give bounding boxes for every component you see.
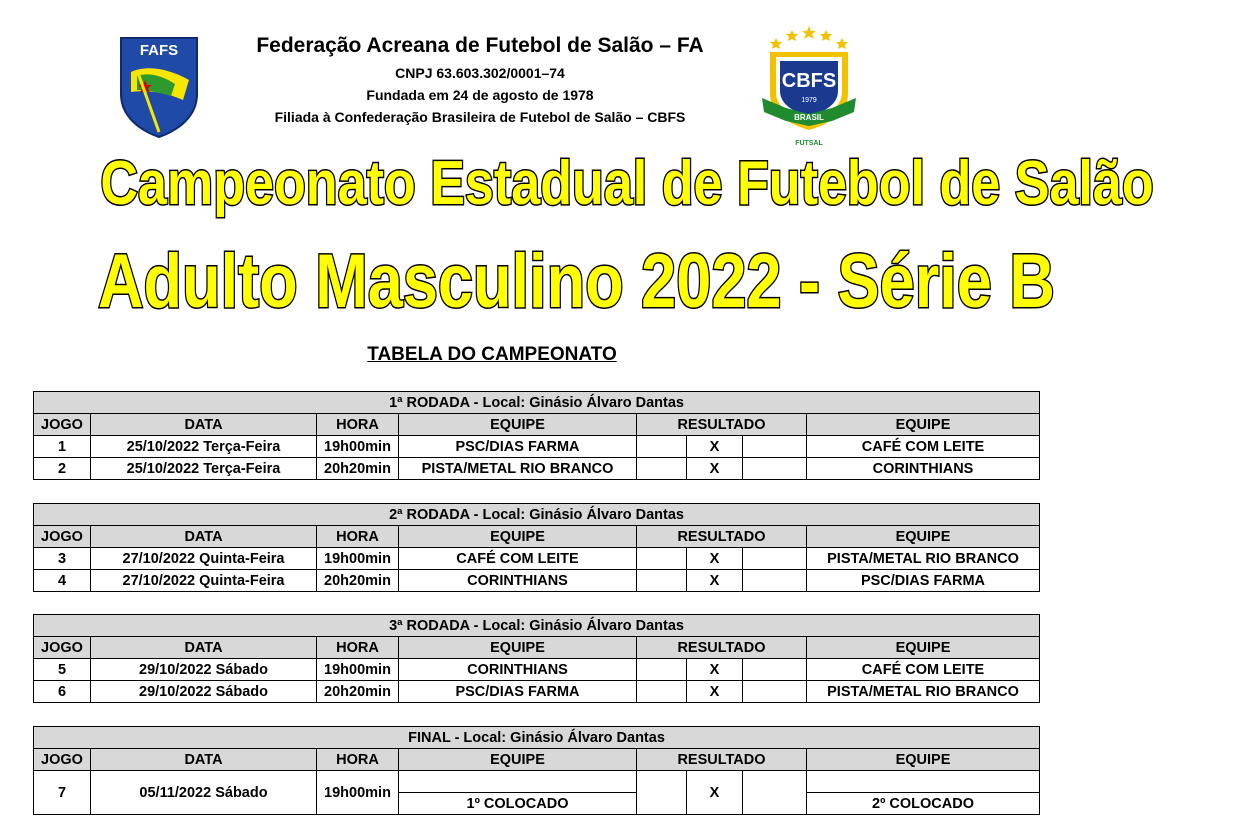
table-row <box>34 771 1040 793</box>
col-header-hora: HORA <box>317 526 399 548</box>
home-score <box>637 570 687 592</box>
game-time: 20h20min <box>317 681 399 703</box>
game-number: 2 <box>34 458 91 480</box>
versus-mark: X <box>687 771 743 815</box>
game-number: 1 <box>34 436 91 458</box>
home-team-blank <box>399 771 637 793</box>
banner-line-1: Campeonato Estadual de Futebol de Salão <box>100 149 1154 218</box>
cbfs-logo-year: 1979 <box>801 97 817 104</box>
col-header-equipe: EQUIPE <box>399 637 637 659</box>
home-score <box>637 659 687 681</box>
home-score <box>637 548 687 570</box>
game-time: 19h00min <box>317 659 399 681</box>
away-score <box>743 570 807 592</box>
column-header-row <box>34 637 1040 659</box>
home-team: CORINTHIANS <box>399 570 637 592</box>
final-table <box>33 726 1040 815</box>
home-team: PISTA/METAL RIO BRANCO <box>399 458 637 480</box>
away-score <box>743 681 807 703</box>
col-header-resultado: RESULTADO <box>637 526 807 548</box>
col-header-resultado: RESULTADO <box>637 637 807 659</box>
game-time: 20h20min <box>317 570 399 592</box>
away-team: CORINTHIANS <box>807 458 1040 480</box>
home-score <box>637 436 687 458</box>
game-time: 19h00min <box>317 771 399 815</box>
away-score <box>743 458 807 480</box>
round-title: FINAL - Local: Ginásio Álvaro Dantas <box>34 727 1040 749</box>
game-number: 6 <box>34 681 91 703</box>
away-team: PSC/DIAS FARMA <box>807 570 1040 592</box>
versus-mark: X <box>687 436 743 458</box>
col-header-equipe-2: EQUIPE <box>807 526 1040 548</box>
col-header-jogo: JOGO <box>34 526 91 548</box>
versus-mark: X <box>687 570 743 592</box>
col-header-equipe: EQUIPE <box>399 749 637 771</box>
away-team: 2º COLOCADO <box>807 793 1040 815</box>
game-date: 25/10/2022 Terça-Feira <box>91 458 317 480</box>
founded-line: Fundada em 24 de agosto de 1978 <box>366 87 594 103</box>
home-score <box>637 458 687 480</box>
col-header-data: DATA <box>91 749 317 771</box>
away-team: PISTA/METAL RIO BRANCO <box>807 681 1040 703</box>
game-date: 05/11/2022 Sábado <box>91 771 317 815</box>
round-title-row <box>34 504 1040 526</box>
round-title-row <box>34 727 1040 749</box>
game-date: 27/10/2022 Quinta-Feira <box>91 570 317 592</box>
col-header-hora: HORA <box>317 414 399 436</box>
table-row <box>34 681 1040 703</box>
col-header-jogo: JOGO <box>34 749 91 771</box>
game-number: 3 <box>34 548 91 570</box>
home-team: PSC/DIAS FARMA <box>399 436 637 458</box>
column-header-row <box>34 526 1040 548</box>
cbfs-logo-name: CBFS <box>781 70 837 92</box>
home-score <box>637 681 687 703</box>
federation-title: Federação Acreana de Futebol de Salão – FA <box>256 34 704 57</box>
col-header-equipe: EQUIPE <box>399 526 637 548</box>
col-header-hora: HORA <box>317 749 399 771</box>
home-team: 1º COLOCADO <box>399 793 637 815</box>
col-header-equipe-2: EQUIPE <box>807 414 1040 436</box>
round-title-row <box>34 615 1040 637</box>
game-time: 19h00min <box>317 436 399 458</box>
affiliation-line: Filiada à Confederação Brasileira de Futebol de Salão – CBFS <box>274 109 686 125</box>
game-number: 7 <box>34 771 91 815</box>
col-header-hora: HORA <box>317 637 399 659</box>
versus-mark: X <box>687 659 743 681</box>
col-header-data: DATA <box>91 637 317 659</box>
round-table <box>33 391 1040 480</box>
col-header-equipe-2: EQUIPE <box>807 749 1040 771</box>
game-time: 20h20min <box>317 458 399 480</box>
round-title-row <box>34 392 1040 414</box>
away-score <box>743 659 807 681</box>
round-table <box>33 614 1040 703</box>
away-score <box>743 548 807 570</box>
col-header-equipe-2: EQUIPE <box>807 637 1040 659</box>
game-number: 4 <box>34 570 91 592</box>
col-header-data: DATA <box>91 526 317 548</box>
versus-mark: X <box>687 681 743 703</box>
game-date: 29/10/2022 Sábado <box>91 659 317 681</box>
fafs-logo-text: FAFS <box>139 42 179 59</box>
table-row <box>34 548 1040 570</box>
round-title: 3ª RODADA - Local: Ginásio Álvaro Dantas <box>34 615 1040 637</box>
column-header-row <box>34 414 1040 436</box>
cbfs-logo-ribbon: BRASIL <box>794 113 824 122</box>
table-row <box>34 570 1040 592</box>
versus-mark: X <box>687 548 743 570</box>
away-score <box>743 771 807 815</box>
table-row <box>34 436 1040 458</box>
home-team: CORINTHIANS <box>399 659 637 681</box>
game-date: 25/10/2022 Terça-Feira <box>91 436 317 458</box>
banner-line-2: Adulto Masculino 2022 - Série B <box>98 239 1055 324</box>
game-date: 27/10/2022 Quinta-Feira <box>91 548 317 570</box>
away-team: PISTA/METAL RIO BRANCO <box>807 548 1040 570</box>
game-date: 29/10/2022 Sábado <box>91 681 317 703</box>
away-team: CAFÉ COM LEITE <box>807 436 1040 458</box>
col-header-equipe: EQUIPE <box>399 414 637 436</box>
fafs-logo <box>119 36 199 138</box>
versus-mark: X <box>687 458 743 480</box>
round-title: 1ª RODADA - Local: Ginásio Álvaro Dantas <box>34 392 1040 414</box>
away-team: CAFÉ COM LEITE <box>807 659 1040 681</box>
away-score <box>743 436 807 458</box>
col-header-resultado: RESULTADO <box>637 414 807 436</box>
col-header-data: DATA <box>91 414 317 436</box>
home-score <box>637 771 687 815</box>
home-team: PSC/DIAS FARMA <box>399 681 637 703</box>
col-header-resultado: RESULTADO <box>637 749 807 771</box>
away-team-blank <box>807 771 1040 793</box>
column-header-row <box>34 749 1040 771</box>
home-team: CAFÉ COM LEITE <box>399 548 637 570</box>
cbfs-logo-footer: FUTSAL <box>795 140 823 147</box>
game-time: 19h00min <box>317 548 399 570</box>
col-header-jogo: JOGO <box>34 414 91 436</box>
cbfs-logo <box>756 24 862 148</box>
col-header-jogo: JOGO <box>34 637 91 659</box>
game-number: 5 <box>34 659 91 681</box>
table-row <box>34 458 1040 480</box>
round-title: 2ª RODADA - Local: Ginásio Álvaro Dantas <box>34 504 1040 526</box>
cnpj-line: CNPJ 63.603.302/0001–74 <box>395 65 565 81</box>
round-table <box>33 503 1040 592</box>
table-row <box>34 659 1040 681</box>
page-subtitle: TABELA DO CAMPEONATO <box>367 344 617 365</box>
